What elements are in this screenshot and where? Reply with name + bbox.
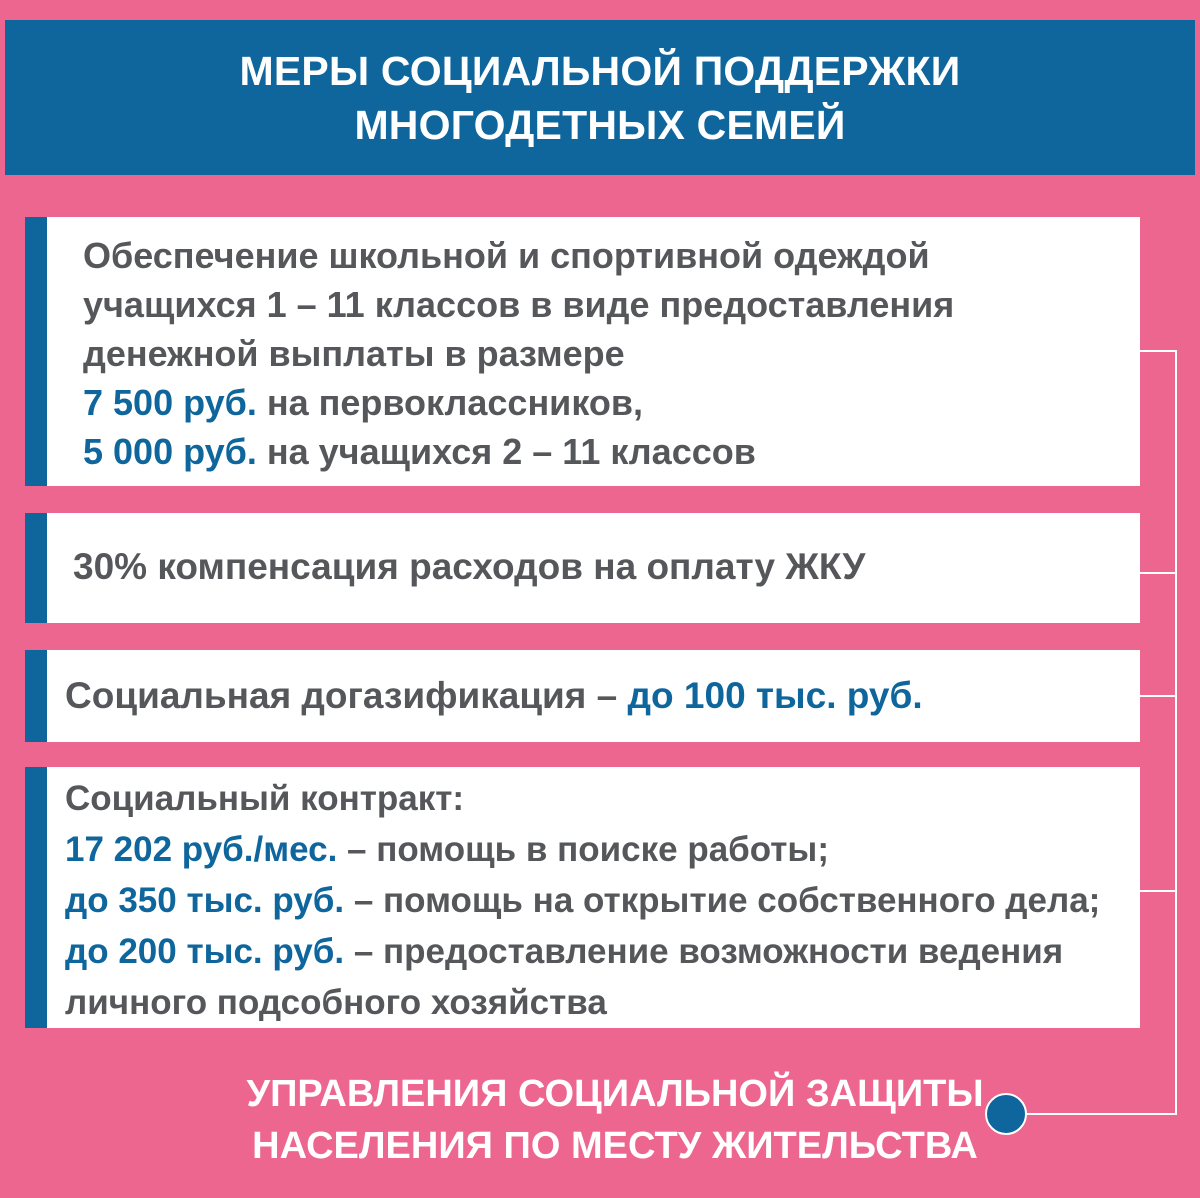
card-utilities-compensation (25, 513, 1140, 623)
card3-label: Социальная догазификация – (65, 675, 628, 716)
amount-first-graders: 7 500 руб. (83, 382, 257, 423)
card4-line-5: личного подсобного хозяйства (65, 983, 607, 1022)
card1-line-4-rest: на первоклассников, (256, 382, 643, 423)
card4-line-2 (65, 824, 1100, 875)
card4-line-3-rest: – помощь на открытие собственного дела; (344, 881, 1101, 920)
card-school-clothing-text (83, 231, 954, 476)
amount-gasification: до 100 тыс. руб. (627, 675, 923, 716)
card1-line-4 (83, 378, 954, 427)
connector-tick-card3 (1140, 695, 1177, 697)
card-accent-bar (25, 767, 47, 1028)
amount-job-search: 17 202 руб./мес. (65, 830, 338, 869)
header-banner (5, 20, 1195, 175)
footer-line-1: УПРАВЛЕНИЯ СОЦИАЛЬНОЙ ЗАЩИТЫ (246, 1073, 984, 1115)
card1-line-5 (83, 427, 954, 476)
connector-tick-card2 (1140, 572, 1177, 574)
card-social-contract (25, 767, 1140, 1028)
card-accent-bar (25, 513, 47, 623)
card1-line-3: денежной выплаты в размере (83, 333, 625, 374)
card-utilities-text: 30% компенсация расходов на оплату ЖКУ (73, 546, 866, 587)
card4-line-3 (65, 875, 1100, 926)
card-accent-bar (25, 650, 47, 742)
card4-title: Социальный контракт: (65, 779, 465, 818)
card4-line-2-rest: – помощь в поиске работы; (337, 830, 829, 869)
footer-line-2: НАСЕЛЕНИЯ ПО МЕСТУ ЖИТЕЛЬСТВА (252, 1125, 978, 1167)
amount-grades-2-11: 5 000 руб. (83, 431, 257, 472)
card-school-clothing (25, 217, 1140, 486)
footer-text (220, 1068, 1010, 1172)
connector-tick-footer (1025, 1113, 1177, 1115)
connector-tick-card4 (1140, 890, 1177, 892)
amount-own-business: до 350 тыс. руб. (65, 881, 345, 920)
card-gasification-text (65, 671, 923, 720)
card1-line-1: Обеспечение школьной и спортивной одеждой (83, 235, 930, 276)
card4-line-4-rest: – предоставление возможности ведения (344, 932, 1064, 971)
header-title-line-1: МЕРЫ СОЦИАЛЬНОЙ ПОДДЕРЖКИ (239, 47, 961, 94)
card1-line-2: учащихся 1 – 11 классов в виде предоставления (83, 284, 955, 325)
card4-line-4 (65, 926, 1100, 977)
amount-household: до 200 тыс. руб. (65, 932, 345, 971)
card1-line-5-rest: на учащихся 2 – 11 классов (256, 431, 756, 472)
header-title-line-2: МНОГОДЕТНЫХ СЕМЕЙ (354, 101, 846, 148)
card-social-contract-text (65, 773, 1100, 1028)
card-accent-bar (25, 217, 47, 486)
connector-vertical-line (1175, 350, 1177, 1115)
card-gasification (25, 650, 1140, 742)
connector-tick-card1 (1140, 350, 1177, 352)
